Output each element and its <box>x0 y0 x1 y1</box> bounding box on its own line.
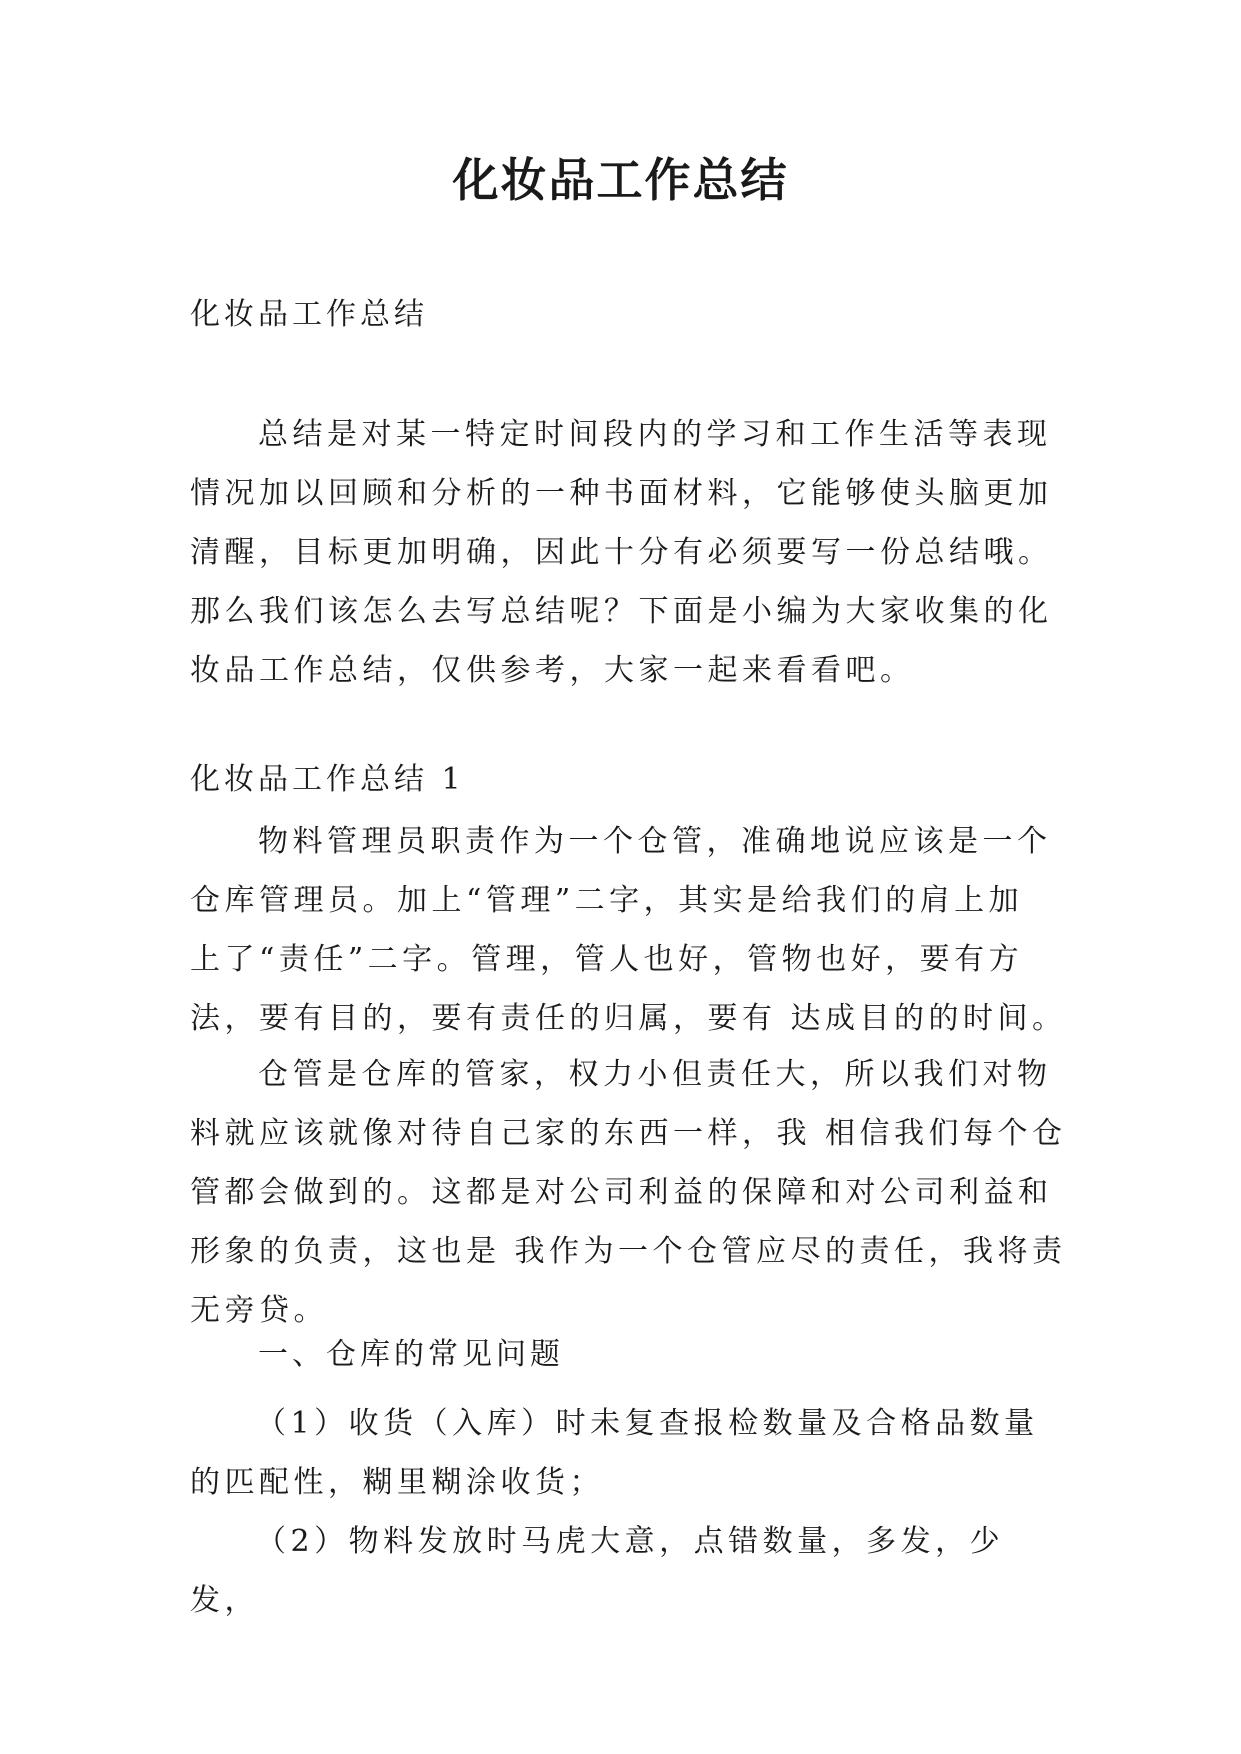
intro-paragraph: 总结是对某一特定时间段内的学习和工作生活等表现情况加以回顾和分析的一种书面材料，它能够使头脑更加清醒，目标更加明确，因此十分有必须要写一份总结哦。那么我们该怎么去写总结呢？下面是小编为大家收集的化妆品工作总结，仅供参考，大家一起来看看吧。 <box>190 417 1053 688</box>
document-title: 化妆品工作总结 <box>452 153 789 207</box>
body-paragraph: 仓管是仓库的管家，权力小但责任大，所以我们对物料就应该就像对待自己家的东西一样，我 相信我们每个仓管都会做到的。这都是对公司利益的保障和对公司利益和形象的负责，这也是 我作为一个仓管应尽的责任，我将责无旁贷。 <box>190 1057 1067 1328</box>
list-item: （1）收货（入库）时未复查报检数量及合格品数量的匹配性，糊里糊涂收货； <box>190 1406 1039 1500</box>
subsection-heading: 一、仓库的常见问题 <box>258 1337 564 1372</box>
body-paragraph: 物料管理员职责作为一个仓管，准确地说应该是一个仓库管理员。加上“管理”二字，其实是给我们的肩上加 上了“责任”二字。管理，管人也好，管物也好，要有方法，要有目的，要有责任的归属，要有 达成目的的时间。 <box>190 824 1067 1036</box>
list-item: （2）物料发放时马虎大意，点错数量，多发，少发， <box>190 1524 1005 1618</box>
document-subtitle: 化妆品工作总结 <box>190 297 428 332</box>
section-heading: 化妆品工作总结 1 <box>190 762 465 797</box>
